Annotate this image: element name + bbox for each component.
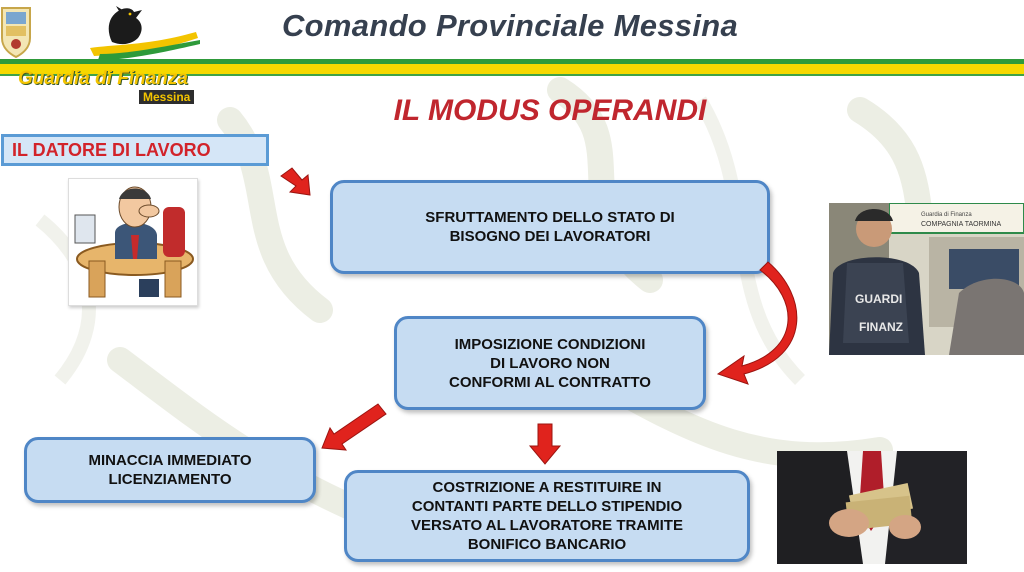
logo-text: Guardia di Finanza [18,68,188,89]
step-dismissal-threat-box: MINACCIA IMMEDIATO LICENZIAMENTO [24,437,316,503]
sign-line2: COMPAGNIA TAORMINA [921,221,1002,228]
svg-text:GUARDI: GUARDI [855,292,903,306]
police-officer-photo [829,203,1024,355]
logo-subtext: Messina [139,90,194,104]
eagle-logo-icon [86,4,204,66]
crest-icon [0,2,32,58]
employer-cartoon-image [68,178,198,306]
cash-in-pocket-photo [777,451,967,564]
step-imposed-conditions-box: IMPOSIZIONE CONDIZIONI DI LAVORO NON CONFORMI AL CONTRATTO [394,316,706,410]
step-salary-return-box: COSTRIZIONE A RESTITUIRE IN CONTANTI PARTE DELLO STIPENDIO VERSATO AL LAVORATORE TRAMITE BONIFICO BANCARIO [344,470,750,562]
svg-text:FINANZ: FINANZ [859,320,903,334]
sign-line1: Guardia di Finanza [921,212,972,218]
header-title: Comando Provinciale Messina [282,8,739,43]
slide-title: IL MODUS OPERANDI [393,94,707,127]
step-exploitation-box: SFRUTTAMENTO DELLO STATO DI BISOGNO DEI LAVORATORI [330,180,770,274]
subject-label: IL DATORE DI LAVORO [1,134,269,166]
